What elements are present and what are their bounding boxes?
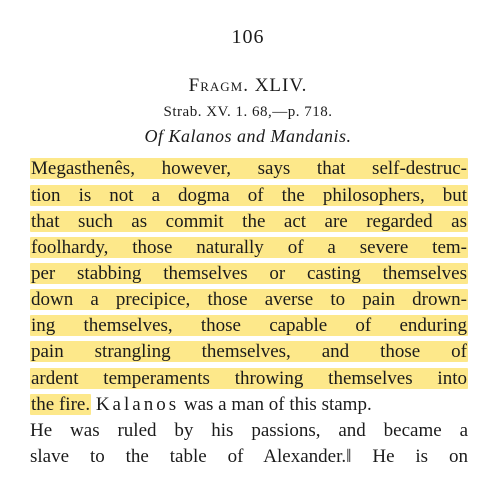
fragment-heading: Fragm. XLIV. [188, 75, 308, 96]
highlighted-text: that such as commit the act are regarded as [31, 211, 467, 232]
text-line [30, 418, 468, 444]
text-line [30, 261, 468, 287]
highlighted-text: ardent temperaments throwing themselves into [31, 368, 467, 389]
highlighted-text: the fire. [31, 394, 91, 415]
text-line [30, 339, 468, 365]
plain-text: slave to the table of Alexander.‖ He is on [30, 446, 468, 467]
text-line [30, 313, 468, 339]
highlighted-text: ing themselves, those capable of enduring [31, 315, 467, 336]
plain-text: He was ruled by his passions, and became a [30, 420, 468, 441]
text-line [30, 156, 468, 182]
highlighted-text: down a precipice, those averse to pain drown- [31, 289, 467, 310]
spaced-name: Kalanos [95, 394, 180, 415]
text-line [30, 444, 468, 470]
text-line [30, 287, 468, 313]
page-number: 106 [231, 26, 265, 48]
highlighted-text: Megasthenês, however, says that self-destruc- [31, 158, 467, 179]
highlighted-text: per stabbing themselves or casting themselves [31, 263, 467, 284]
text-line [30, 366, 468, 392]
text-line [30, 183, 468, 209]
source-citation: Strab. XV. 1. 68,—p. 718. [163, 104, 333, 120]
text-line [30, 209, 468, 235]
text-line [30, 235, 468, 261]
text-line [30, 392, 468, 418]
highlighted-text: tion is not a dogma of the philosophers, but [31, 185, 467, 206]
highlighted-text: pain strangling themselves, and those of [31, 341, 467, 362]
plain-text: was a man of this stamp. [179, 394, 372, 415]
highlighted-text: foolhardy, those naturally of a severe tem- [31, 237, 467, 258]
fragment-subtitle: Of Kalanos and Mandanis. [144, 126, 352, 146]
